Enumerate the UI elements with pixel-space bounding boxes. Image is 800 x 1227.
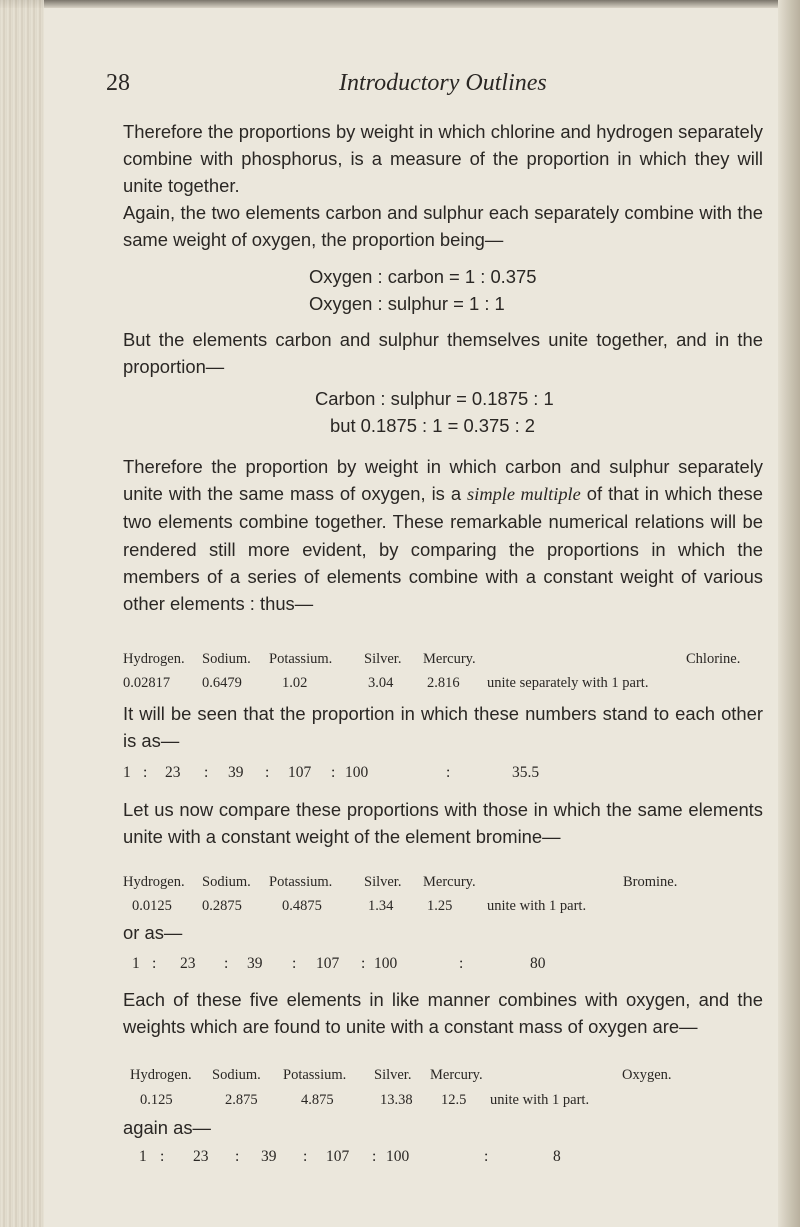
paragraph-6: Let us now compare these proportions with those in which the same elements unite with a constant weight of the element bromine— (123, 799, 763, 848)
paragraph-2: Again, the two elements carbon and sulphur each separately combine with the same weight of oxygen, the proportion being— (123, 202, 763, 251)
table-cell: 1.34 (368, 898, 394, 914)
ratio-sep: : (292, 955, 297, 972)
table-cell: 13.38 (380, 1092, 413, 1108)
paragraph-1: Therefore the proportions by weight in which chlorine and hydrogen separately combine with phosphorus, is a measure of the proportion in which they will unite together. (123, 121, 763, 197)
table-header: Potassium. (269, 874, 333, 890)
table-header: Hydrogen. (130, 1067, 192, 1083)
table-header: Oxygen. (622, 1067, 672, 1083)
page-top-edge (0, 0, 800, 8)
table-cell: 0.125 (140, 1092, 173, 1108)
table-cell: 0.6479 (202, 675, 242, 691)
paragraph-4-emphasis: simple multiple (467, 484, 581, 505)
table-cell: 0.0125 (132, 898, 172, 914)
ratio-sep: : (265, 764, 270, 781)
table-header: Bromine. (623, 874, 678, 890)
ratio-value: 80 (530, 955, 546, 972)
page-number: 28 (106, 70, 130, 96)
table-header: Silver. (374, 1067, 412, 1083)
paragraph-4-after: of that in which these two elements combine together. These remarkable numerical relations will be rendered still more evident, by comparing the proportions in which the members of a series of elements combine with a constant weight of various other elements : thus— (123, 483, 763, 615)
ratio-sep: : (484, 1148, 489, 1165)
table-header: Hydrogen. (123, 651, 185, 667)
ratio-sep: : (361, 955, 366, 972)
ratio-value: 107 (316, 955, 340, 972)
table-header: Silver. (364, 651, 402, 667)
table-cell: unite with 1 part. (487, 898, 587, 914)
table-header: Mercury. (423, 874, 476, 890)
ratio-sep: : (143, 764, 148, 781)
paragraph-5: It will be seen that the proportion in which these numbers stand to each other is as— (123, 703, 763, 752)
page-right-edge (778, 0, 800, 1227)
paragraph-4 (123, 453, 763, 617)
table-cell: 2.816 (427, 675, 460, 691)
ratio-sep: : (303, 1148, 308, 1165)
ratio-value: 100 (374, 955, 398, 972)
ratio-sep: : (372, 1148, 377, 1165)
table-cell: 0.2875 (202, 898, 242, 914)
table-cell: 0.4875 (282, 898, 322, 914)
table-cell: 0.02817 (123, 675, 171, 691)
ratio-value: 39 (247, 955, 263, 972)
ratio-value: 39 (228, 764, 244, 781)
binding-edge (0, 0, 44, 1227)
ratio-value: 100 (345, 764, 369, 781)
table-cell: 4.875 (301, 1092, 334, 1108)
ratio-value: 39 (261, 1148, 277, 1165)
running-head: Introductory Outlines (339, 70, 547, 96)
table-cell: 3.04 (368, 675, 394, 691)
paragraph-7: Each of these five elements in like manner combines with oxygen, and the weights which are found to unite with a constant mass of oxygen are— (123, 989, 763, 1038)
table-cell: unite with 1 part. (490, 1092, 590, 1108)
table-cell: unite separately with 1 part. (487, 675, 649, 691)
ratio-value: 35.5 (512, 764, 540, 781)
equation-oxygen-sulphur: Oxygen : sulphur = 1 : 1 (309, 293, 505, 314)
ratio-sep: : (446, 764, 451, 781)
table-header: Mercury. (423, 651, 476, 667)
ratio-value: 1 (123, 764, 131, 781)
table-header: Hydrogen. (123, 874, 185, 890)
ratio-sep: : (331, 764, 336, 781)
ratio-value: 23 (165, 764, 181, 781)
ratio-sep: : (235, 1148, 240, 1165)
ratio-sep: : (204, 764, 209, 781)
equation-but: but 0.1875 : 1 = 0.375 : 2 (330, 415, 536, 436)
table-cell: 1.25 (427, 898, 453, 914)
table-header: Chlorine. (686, 651, 741, 667)
ratio-sep: : (152, 955, 157, 972)
ratio-value: 100 (386, 1148, 410, 1165)
or-as-label: or as— (123, 922, 183, 943)
ratio-sep: : (459, 955, 464, 972)
ratio-value: 8 (553, 1148, 561, 1165)
ratio-value: 107 (326, 1148, 350, 1165)
equation-carbon-sulphur: Carbon : sulphur = 0.1875 : 1 (315, 388, 554, 409)
table-cell: 12.5 (441, 1092, 467, 1108)
table-header: Sodium. (212, 1067, 261, 1083)
table-cell: 1.02 (282, 675, 308, 691)
ratio-value: 1 (139, 1148, 147, 1165)
ratio-sep: : (224, 955, 229, 972)
table-cell: 2.875 (225, 1092, 258, 1108)
paragraph-4-before: Therefore the proportion by weight in which carbon and sulphur separately unite with the same mass of oxygen, is a (123, 456, 763, 505)
table-header: Silver. (364, 874, 402, 890)
ratio-sep: : (160, 1148, 165, 1165)
ratio-value: 23 (180, 955, 196, 972)
table-header: Potassium. (283, 1067, 347, 1083)
table-header: Potassium. (269, 651, 333, 667)
table-header: Sodium. (202, 874, 251, 890)
ratio-value: 1 (132, 955, 140, 972)
table-header: Mercury. (430, 1067, 483, 1083)
ratio-value: 23 (193, 1148, 209, 1165)
again-as-label: again as— (123, 1117, 211, 1138)
paragraph-3: But the elements carbon and sulphur themselves unite together, and in the proportion— (123, 329, 763, 378)
ratio-value: 107 (288, 764, 312, 781)
table-header: Sodium. (202, 651, 251, 667)
page-header (106, 70, 756, 104)
equation-oxygen-carbon: Oxygen : carbon = 1 : 0.375 (309, 266, 537, 287)
